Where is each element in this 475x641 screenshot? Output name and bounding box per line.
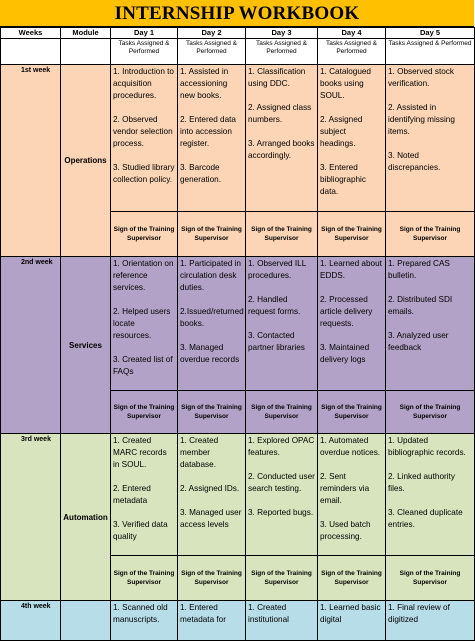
day-tasks-cell — [111, 257, 178, 391]
tasks-subheader: Tasks Assigned & Performed — [246, 39, 318, 65]
task-item: 2. Assigned IDs. — [180, 484, 240, 493]
task-item: 1. Explored OPAC features. — [248, 436, 315, 457]
day-tasks-cell — [318, 601, 386, 641]
task-item: 2. Entered metadata — [113, 484, 151, 505]
task-item: 3. Managed overdue records — [180, 343, 240, 364]
supervisor-sign-cell: Sign of the Training Supervisor — [386, 391, 475, 434]
day-tasks-cell — [386, 601, 475, 641]
day-tasks-cell — [246, 434, 318, 556]
day-tasks-cell — [386, 434, 475, 556]
task-item: 2. Assisted in identifying missing items. — [388, 103, 455, 136]
task-item: 3. Maintained delivery logs — [320, 343, 370, 364]
task-item: 3. Reported bugs. — [248, 508, 314, 517]
supervisor-sign-cell: Sign of the Training Supervisor — [178, 212, 246, 257]
task-item: 3. Contacted partner libraries — [248, 331, 305, 352]
day-tasks-cell — [386, 257, 475, 391]
task-item: 1. Updated bibliographic records. — [388, 436, 466, 457]
task-item: 1. Scanned old manuscripts. — [113, 603, 168, 624]
task-item: 1. Observed stock verification. — [388, 67, 454, 88]
module-label — [61, 601, 111, 641]
task-item: 1. Automated overdue notices. — [320, 436, 381, 457]
day-tasks-cell — [246, 257, 318, 391]
task-item: 1. Created MARC records in SOUL. — [113, 436, 167, 469]
day-tasks-cell — [111, 434, 178, 556]
task-item: 3. Barcode generation. — [180, 163, 221, 184]
tasks-subheader: Tasks Assigned & Performed — [178, 39, 246, 65]
task-item: 3. Managed user access levels — [180, 508, 242, 529]
day-header: Day 5 — [386, 28, 475, 39]
supervisor-sign-cell: Sign of the Training Supervisor — [246, 212, 318, 257]
week-row — [1, 65, 475, 212]
task-item: 1. Introduction to acquisition procedures. — [113, 67, 174, 100]
week-label: 3rd week — [1, 434, 61, 601]
supervisor-sign-cell: Sign of the Training Supervisor — [386, 212, 475, 257]
task-item: 2. Distributed SDI emails. — [388, 295, 453, 316]
supervisor-sign-cell: Sign of the Training Supervisor — [111, 212, 178, 257]
day-header: Day 2 — [178, 28, 246, 39]
supervisor-sign-cell: Sign of the Training Supervisor — [178, 556, 246, 601]
supervisor-sign-cell: Sign of the Training Supervisor — [386, 556, 475, 601]
day-tasks-cell — [178, 257, 246, 391]
page-title: INTERNSHIP WORKBOOK — [0, 0, 474, 27]
module-header: Module — [61, 28, 111, 39]
task-item: 1. Classification using DDC. — [248, 67, 306, 88]
task-item: 1. Participated in circulation desk duties. — [180, 259, 241, 292]
task-item: 1. Orientation on reference services. — [113, 259, 174, 292]
module-label: Operations — [61, 65, 111, 257]
task-item: 2. Assigned class numbers. — [248, 103, 312, 124]
task-item: 2. Handled request forms. — [248, 295, 301, 316]
task-item: 1. Learned about EDDS. — [320, 259, 382, 280]
day-tasks-cell — [178, 434, 246, 556]
module-label: Services — [61, 257, 111, 434]
tasks-subheader: Tasks Assigned & Performed — [318, 39, 386, 65]
week-row — [1, 434, 475, 556]
day-tasks-cell — [246, 601, 318, 641]
supervisor-sign-cell: Sign of the Training Supervisor — [318, 212, 386, 257]
supervisor-sign-cell: Sign of the Training Supervisor — [178, 391, 246, 434]
subheader-blank — [61, 39, 111, 65]
task-item: 1. Prepared CAS bulletin. — [388, 259, 450, 280]
weeks-header: Weeks — [1, 28, 61, 39]
task-item: 3. Noted discrepancies. — [388, 151, 441, 172]
day-tasks-cell — [246, 65, 318, 212]
subheader-blank — [1, 39, 61, 65]
task-item: 3. Used batch processing. — [320, 520, 371, 541]
task-item: 3. Created list of FAQs — [113, 355, 173, 376]
task-item: 3. Verified data quality — [113, 520, 168, 541]
supervisor-sign-cell: Sign of the Training Supervisor — [318, 556, 386, 601]
day-header: Day 3 — [246, 28, 318, 39]
week-label: 2nd week — [1, 257, 61, 434]
internship-table — [0, 27, 475, 641]
module-label: Automation — [61, 434, 111, 601]
day-header: Day 4 — [318, 28, 386, 39]
week-label: 1st week — [1, 65, 61, 257]
task-item: 3. Analyzed user feedback — [388, 331, 449, 352]
day-tasks-cell — [318, 65, 386, 212]
task-item: 1. Created institutional — [248, 603, 289, 624]
week-row — [1, 257, 475, 391]
task-item: 3. Entered bibliographic data. — [320, 163, 366, 196]
task-item: 2. Conducted user search testing. — [248, 472, 315, 493]
task-item: 2. Sent reminders via email. — [320, 472, 370, 505]
task-item: 1. Catalogued books using SOUL. — [320, 67, 371, 100]
day-tasks-cell — [178, 601, 246, 641]
day-tasks-cell — [111, 65, 178, 212]
task-item: 1. Learned basic digital — [320, 603, 381, 624]
supervisor-sign-cell: Sign of the Training Supervisor — [318, 391, 386, 434]
task-item: 3. Studied library collection policy. — [113, 163, 175, 184]
week-label: 4th week — [1, 601, 61, 641]
supervisor-sign-cell: Sign of the Training Supervisor — [246, 391, 318, 434]
tasks-subheader: Tasks Assigned & Performed — [111, 39, 178, 65]
supervisor-sign-cell: Sign of the Training Supervisor — [111, 556, 178, 601]
subheader-row — [1, 39, 475, 65]
task-item: 1. Observed ILL procedures. — [248, 259, 306, 280]
task-item: 1. Entered metadata for — [180, 603, 226, 624]
week-row — [1, 601, 475, 641]
task-item: 2. Observed vendor selection process. — [113, 115, 173, 148]
tasks-subheader: Tasks Assigned & Performed — [386, 39, 475, 65]
day-tasks-cell — [318, 257, 386, 391]
day-tasks-cell — [111, 601, 178, 641]
task-item: 2. Processed article delivery requests. — [320, 295, 373, 328]
task-item: 2. Linked authority files. — [388, 472, 455, 493]
header-row — [1, 28, 475, 39]
task-item: 2. Helped users locate resources. — [113, 307, 171, 340]
supervisor-sign-cell: Sign of the Training Supervisor — [111, 391, 178, 434]
supervisor-sign-cell: Sign of the Training Supervisor — [246, 556, 318, 601]
task-item: 2. Assigned subject headings. — [320, 115, 363, 148]
task-item: 1. Assisted in accessioning new books. — [180, 67, 229, 100]
day-header: Day 1 — [111, 28, 178, 39]
task-item: 1. Final review of digitized — [388, 603, 450, 624]
day-tasks-cell — [386, 65, 475, 212]
task-item: 2.Issued/returned books. — [180, 307, 244, 328]
task-item: 3. Cleaned duplicate entries. — [388, 508, 463, 529]
task-item: 3. Arranged books accordingly. — [248, 139, 315, 160]
task-item: 1. Created member database. — [180, 436, 219, 469]
day-tasks-cell — [178, 65, 246, 212]
task-item: 2. Entered data into accession register. — [180, 115, 236, 148]
day-tasks-cell — [318, 434, 386, 556]
